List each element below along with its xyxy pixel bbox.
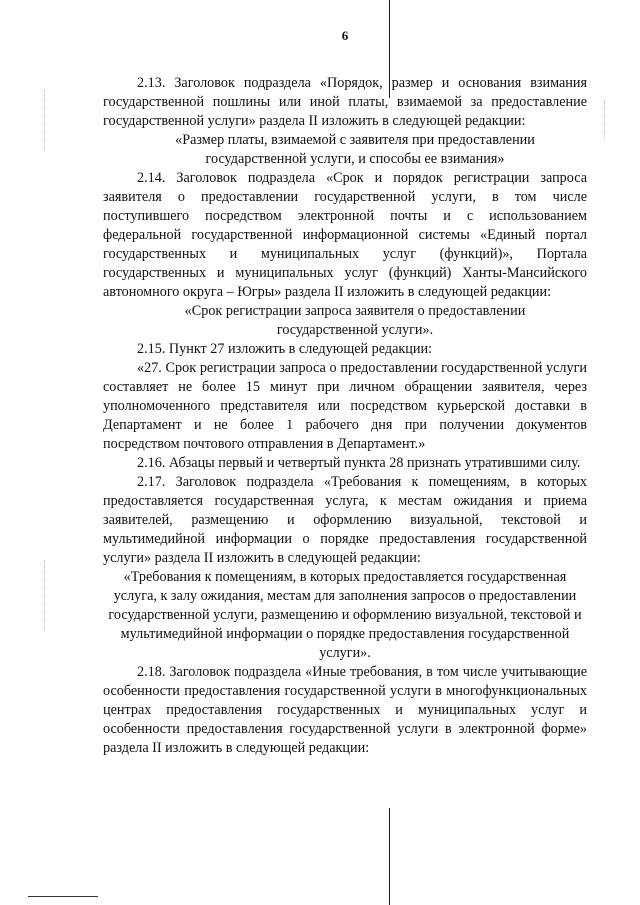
- quote-2-17: «Требования к помещениям, в которых предоставляется государственная услуга, к залу ожидания, местам для заполнения запросов о предоставлении государственной услуги, размещению и оформлению визуальной, текстовой и мультимедийной информации о порядке предоставления государственной услуги».: [108, 569, 582, 661]
- document-body: [103, 74, 587, 758]
- scan-margin-dots-right: [604, 100, 606, 140]
- footer-rule: [28, 896, 98, 897]
- paragraph-2-17: 2.17. Заголовок подраздела «Требования к помещениям, в которых предоставляется государственная услуга, к местам ожидания и приема заявителей, размещению и оформлению визуальной, текстовой и мультимедийной информации о порядке предоставления государственной услуги» раздела II изложить в следующей редакции:: [103, 474, 587, 566]
- paragraph-2-18: 2.18. Заголовок подраздела «Иные требования, в том числе учитывающие особенности предоставления государственной услуги в многофункциональных центрах предоставления государственных и муниципальных услуг и особенности предоставления государственной услуги в электронной форме» раздела II изложить в следующей редакции:: [103, 664, 587, 756]
- scan-fold-line-bottom: [389, 808, 390, 905]
- paragraph-2-16: 2.16. Абзацы первый и четвертый пункта 28 признать утратившими силу.: [137, 455, 581, 471]
- paragraph-2-15: 2.15. Пункт 27 изложить в следующей редакции:: [137, 341, 433, 357]
- quote-2-14: «Срок регистрации запроса заявителя о предоставлении государственной услуги».: [184, 303, 526, 338]
- scan-margin-dots-left-2: [44, 560, 46, 630]
- paragraph-2-13: 2.13. Заголовок подраздела «Порядок, размер и основания взимания государственной пошлины или иной платы, взимаемой за предоставление государственной услуги» раздела II изложить в следующей редакции:: [103, 75, 587, 129]
- scan-margin-dots-left: [44, 90, 46, 150]
- paragraph-27: «27. Срок регистрации запроса о предоставлении государственной услуги составляет не более 15 минут при личном обращении заявителя, через уполномоченного представителя или посредством курьерской доставки в Департамент и не более 1 рабочего дня при получении документов посредством почтового отправления в Департамент.»: [103, 360, 587, 452]
- paragraph-2-14: 2.14. Заголовок подраздела «Срок и порядок регистрации запроса заявителя о предоставлении государственной услуги, в том числе поступившего посредством электронной почты и с использованием федеральной государственной информационной системы «Единый портал государственных и муниципальных услуг (функций)», Портала государственных и муниципальных услуг (функций) Ханты-Мансийского автономного округа – Югры» раздела II изложить в следующей редакции:: [103, 170, 587, 300]
- quote-2-13: «Размер платы, взимаемой с заявителя при предоставлении государственной услуги, и способы ее взимания»: [175, 132, 535, 167]
- page-number: 6: [341, 28, 349, 43]
